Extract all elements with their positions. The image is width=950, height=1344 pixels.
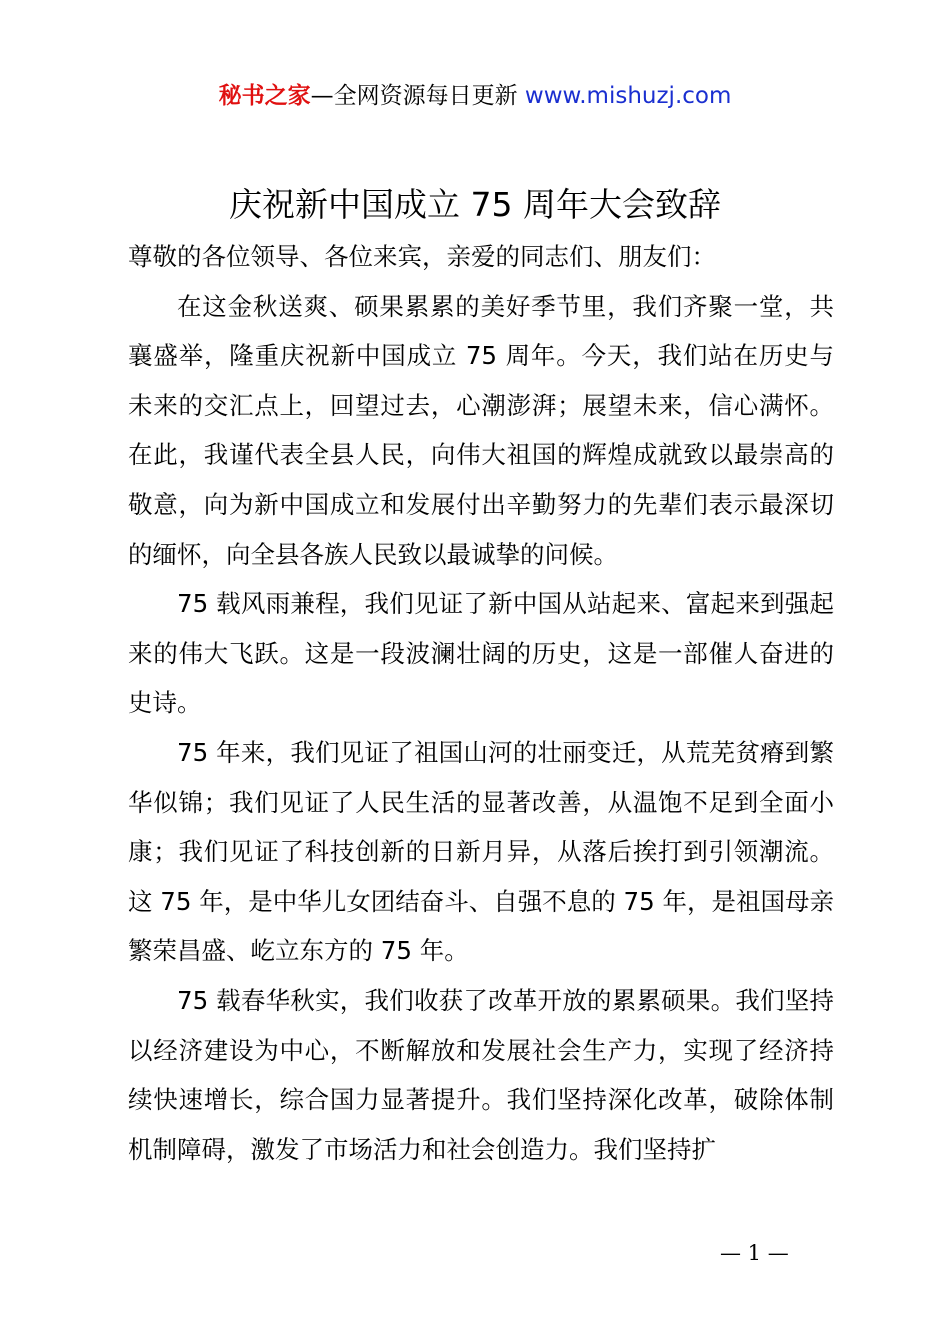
site-brand: 秘书之家 [218,83,311,109]
paragraph-4: 75 载春华秋实，我们收获了改革开放的累累硕果。我们坚持以经济建设为中心，不断解放和发展社会生产力，实现了经济持续快速增长，综合国力显著提升。我们坚持深化改革，破除体制机制障碍，激发了市场活力和社会创造力。我们坚持扩 [128,985,834,1164]
document-title: 庆祝新中国成立 75 周年大会致辞 [229,185,721,224]
paragraph-1: 在这金秋送爽、硕果累累的美好季节里，我们齐聚一堂，共襄盛举，隆重庆祝新中国成立 75 周年。今天，我们站在历史与未来的交汇点上，回望过去，心潮澎湃；展望未来，信心满怀。在此，我谨代表全县人民，向伟大祖国的辉煌成就致以最崇高的敬意，向为新中国成立和发展付出辛勤努力的先辈们表示最深切的缅怀，向全县各族人民致以最诚挚的问候。 [128,291,834,569]
paragraph-2: 75 载风雨兼程，我们见证了新中国从站起来、富起来到强起来的伟大飞跃。这是一段波澜壮阔的历史，这是一部催人奋进的史诗。 [128,589,834,718]
document-body [128,232,834,1174]
salutation: 尊敬的各位领导、各位来宾，亲爱的同志们、朋友们： [128,242,716,271]
page-number: — 1 — [720,1241,789,1265]
site-tagline: —全网资源每日更新 [310,83,525,109]
site-url-link[interactable]: www.mishuzj.com [524,83,732,109]
site-header [0,80,950,112]
paragraph-3: 75 年来，我们见证了祖国山河的壮丽变迁，从荒芜贫瘠到繁华似锦；我们见证了人民生活的显著改善，从温饱不足到全面小康；我们见证了科技创新的日新月异，从落后挨打到引领潮流。这 75 年，是中华儿女团结奋斗、自强不息的 75 年，是祖国母亲繁荣昌盛、屹立东方的 75 年。 [128,737,834,966]
